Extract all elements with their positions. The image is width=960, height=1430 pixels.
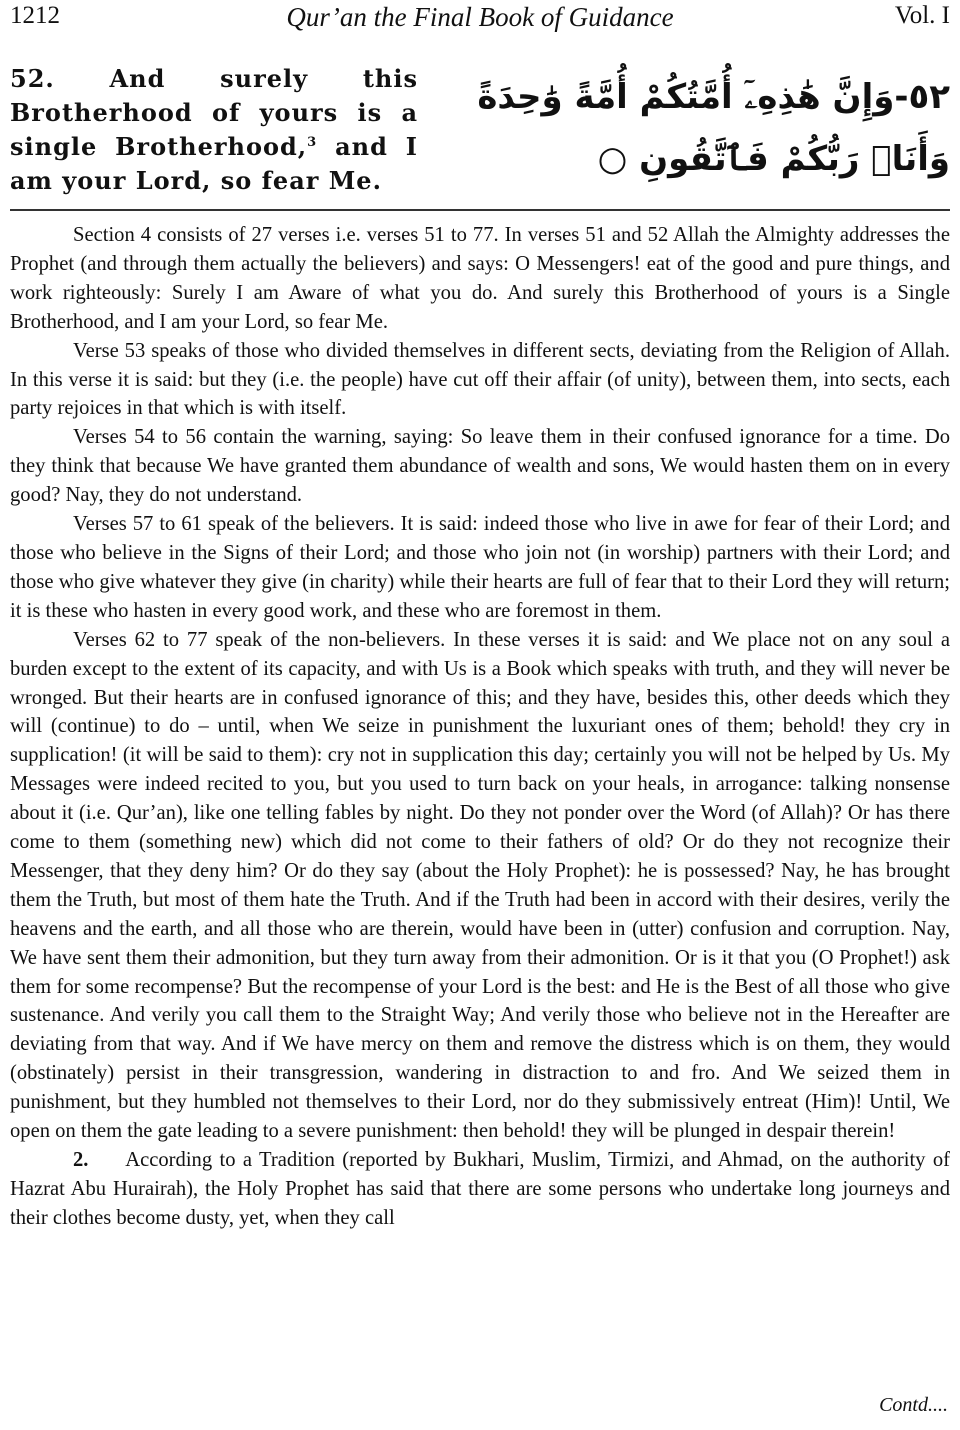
footnote-text: According to a Tradition (reported by Bukhari, Muslim, Tirmizi, and Ahmad, on the authority of Hazrat Abu Huraira​h), the Holy Prophet has said that there are some persons who undertake long journeys and their clothes become dusty, yet, when they call [10, 1149, 950, 1229]
commentary-paragraph: Section 4 consists of 27 verses i.e. verses 51 to 77. In verses 51 and 52 Allah the Almighty addresses the Prophet (and through them actually the believers) and says: O Messengers! eat of the good and pure things, and work righteously: Surely I am Aware of what you do. And surely this Brotherhood of yours is a Single Brotherhood, and I am your Lord, so fear Me. [10, 224, 950, 333]
arabic-line-2: وَأَنَا۠ رَبُّكُمْ فَٱتَّقُونِ ○ [597, 139, 950, 179]
verse-arabic [430, 66, 950, 190]
arabic-line-1: ٥٢-وَإِنَّ هَٰذِهِۦٓ أُمَّتُكُمْ أُمَّةً وَٰحِدَةً [477, 77, 950, 117]
book-title: Qur’an the Final Book of Guidance [286, 2, 674, 32]
continued-label: Contd.... [879, 1394, 948, 1416]
commentary-body [10, 221, 950, 1233]
commentary-paragraph: Verses 54 to 56 contain the warning, saying: So leave them in their confused ignorance for a time. Do they think that because We have granted them abundance of wealth and sons, We would hasten them on in every good? Nay, they do not understand. [10, 426, 950, 507]
verse-text-start: 52. And surely this Brotherhood of yours is a single Brotherhood, [10, 64, 418, 161]
footnote-paragraph [10, 1146, 950, 1233]
verse-block [10, 62, 950, 202]
verse-translation [10, 62, 418, 198]
commentary-paragraph: Verse 53 speaks of those who divided themselves in different sects, deviating from the Religion of Allah. In this verse it is said: but they (i.e. the people) have cut off their affair (of unity), between them, into sects, each party rejoices in that which is with itself. [10, 339, 950, 420]
separator-rule [10, 209, 950, 211]
commentary-paragraph: Verses 62 to 77 speak of the non-believers. In these verses it is said: and We place not on any soul a burden except to the extent of its capacity, and with Us is a Book which speaks with truth, and they will never be wronged. But their hearts are in confused ignorance of this; and they have, besides this, other deeds which they will (continue) to do – until, when We seize in punishment the luxuriant ones of them; behold! they cry in supplication! (it will be said to them): cry not in supplication this day; certainly you will not be helped by Us. My Messages were indeed recited to you, but you used to turn back on your heals, in arrogance: talking nonsense about it (i.e. Qur’an), like one telling fables by night. Do they not ponder over the Word (of Allah)? Or has there come to them (something new) which did not come to their fathers of old? Or do they not recognize their Messenger, that they deny him? Or do they say (about the Holy Prophet): he is possessed? Nay, he has brought them the Truth, but most of them hate the Truth. And if the Truth had been in accord with their desires, verily the heavens and the earth, and all those who are therein, would have been in (utter) confusion and corruption. Nay, We have sent them their admonition, but they turn away from their admonition. Or is it that you (O Prophet!) ask them for some recompense? But the recompense of your Lord is the best: and He is the Best of all those who give sustenance. And verily you call them to the Straight Way; And verily those who believe not in the Hereafter are deviating from that way. And if We have mercy on them and remove the distress which is on them, they would (obstinately) persist in their transgression, wandering in distraction to and fro. And We seized them in punishment, but they humbled not themselves to their Lord, nor do they submissively entreat (Him)! Until, We open on them the gate leading to a severe punishment: then behold! they will be plunged in despair therein! [10, 628, 950, 1143]
commentary-paragraph: Verses 57 to 61 speak of the believers. It is said: indeed those who live in awe for fear of their Lord; and those who believe in the Signs of their Lord; and those who join not (in worship) partners with their Lord; and those who give whatever they give (in charity) while their hearts are full of fear that to their Lord they will return; it is these who hasten in every good work, and these who are foremost in them. [10, 513, 950, 622]
footnote-number: 2. [73, 1149, 89, 1171]
verse-text-end: and I am your Lord, so fear Me. [10, 132, 418, 195]
page-number: 1212 [10, 2, 60, 29]
footnote-reference: 3 [307, 135, 318, 150]
page-header [10, 2, 950, 38]
volume-label: Vol. I [894, 2, 950, 29]
